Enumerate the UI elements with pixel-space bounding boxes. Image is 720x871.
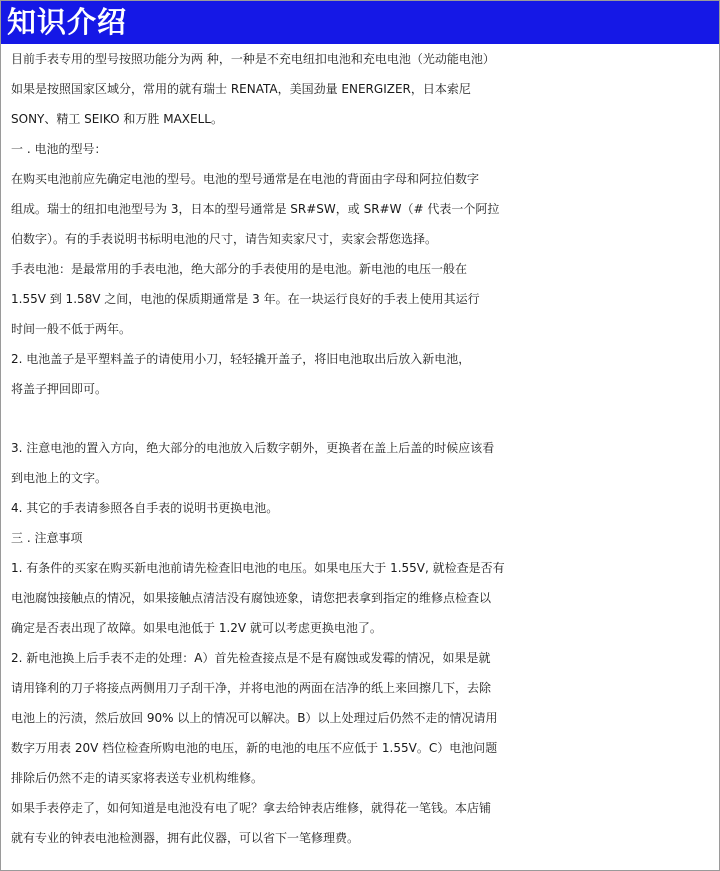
text-line: 1.55V 到 1.58V 之间，电池的保质期通常是 3 年。在一块运行良好的手表上使用其运行 [11,292,480,306]
title-bar [1,1,719,44]
text-line: SONY、精工 SEIKO 和万胜 MAXELL。 [11,112,223,126]
text-line: 时间一般不低于两年。 [11,322,132,336]
text-line: 组成。瑞士的纽扣电池型号为 3，日本的型号通常是 SR#SW，或 SR#W（# 代表一个阿拉 [11,202,500,216]
text-line: 伯数字）。有的手表说明书标明电池的尺寸，请告知卖家尺寸，卖家会帮您选择。 [11,232,438,246]
text-line: 手表电池：是最常用的手表电池，绝大部分的手表使用的是电池。新电池的电压一般在 [11,262,468,276]
text-line: 将盖子押回即可。 [11,382,108,396]
text-line: 1. 有条件的买家在购买新电池前请先检查旧电池的电压。如果电压大于 1.55V, 就检查是否有 [11,561,505,575]
text-line: 目前手表专用的型号按照功能分为两 种，一种是不充电纽扣电池和充电电池（光动能电池） [11,52,495,66]
text-line: 3. 注意电池的置入方向，绝大部分的电池放入后数字朝外，更换者在盖上后盖的时候应该看 [11,441,495,455]
text-line: 排除后仍然不走的请买家将表送专业机构维修。 [11,771,264,785]
section-heading: 三 . 注意事项 [11,531,83,545]
text-line: 到电池上的文字。 [11,471,108,485]
text-line: 数字万用表 20V 档位检查所购电池的电压，新的电池的电压不应低于 1.55V。C）电池问题 [11,741,498,755]
text-line: 2. 新电池换上后手表不走的处理：A）首先检查接点是不是有腐蚀或发霉的情况，如果是就 [11,651,491,665]
text-line: 就有专业的钟表电池检测器，拥有此仪器，可以省下一笔修理费。 [11,831,360,845]
text-line: 请用锋利的刀子将接点两侧用刀子刮干净，并将电池的两面在洁净的纸上来回擦几下，去除 [11,681,492,695]
page-title: 知识介绍 [7,5,128,39]
text-line: 4. 其它的手表请参照各自手表的说明书更换电池。 [11,501,279,515]
text-line: 在购买电池前应先确定电池的型号。电池的型号通常是在电池的背面由字母和阿拉伯数字 [11,172,480,186]
text-line: 如果是按照国家区域分，常用的就有瑞士 RENATA，美国劲量 ENERGIZER，日本索尼 [11,82,471,96]
section-heading: 一 . 电池的型号： [11,142,107,156]
text-line: 电池上的污渍，然后放回 90% 以上的情况可以解决。B）以上处理过后仍然不走的情况请用 [11,711,498,725]
text-line: 如果手表停走了，如何知道是电池没有电了呢？拿去给钟表店维修，就得花一笔钱。本店铺 [11,801,492,815]
blank-gap [11,404,717,433]
text-line: 2. 电池盖子是平塑料盖子的请使用小刀，轻轻撬开盖子，将旧电池取出后放入新电池， [11,352,471,366]
text-line: 确定是否表出现了故障。如果电池低于 1.2V 就可以考虑更换电池了。 [11,621,382,635]
article-body [11,44,717,853]
text-line: 电池腐蚀接触点的情况，如果接触点清洁没有腐蚀迹象，请您把表拿到指定的维修点检查以 [11,591,492,605]
